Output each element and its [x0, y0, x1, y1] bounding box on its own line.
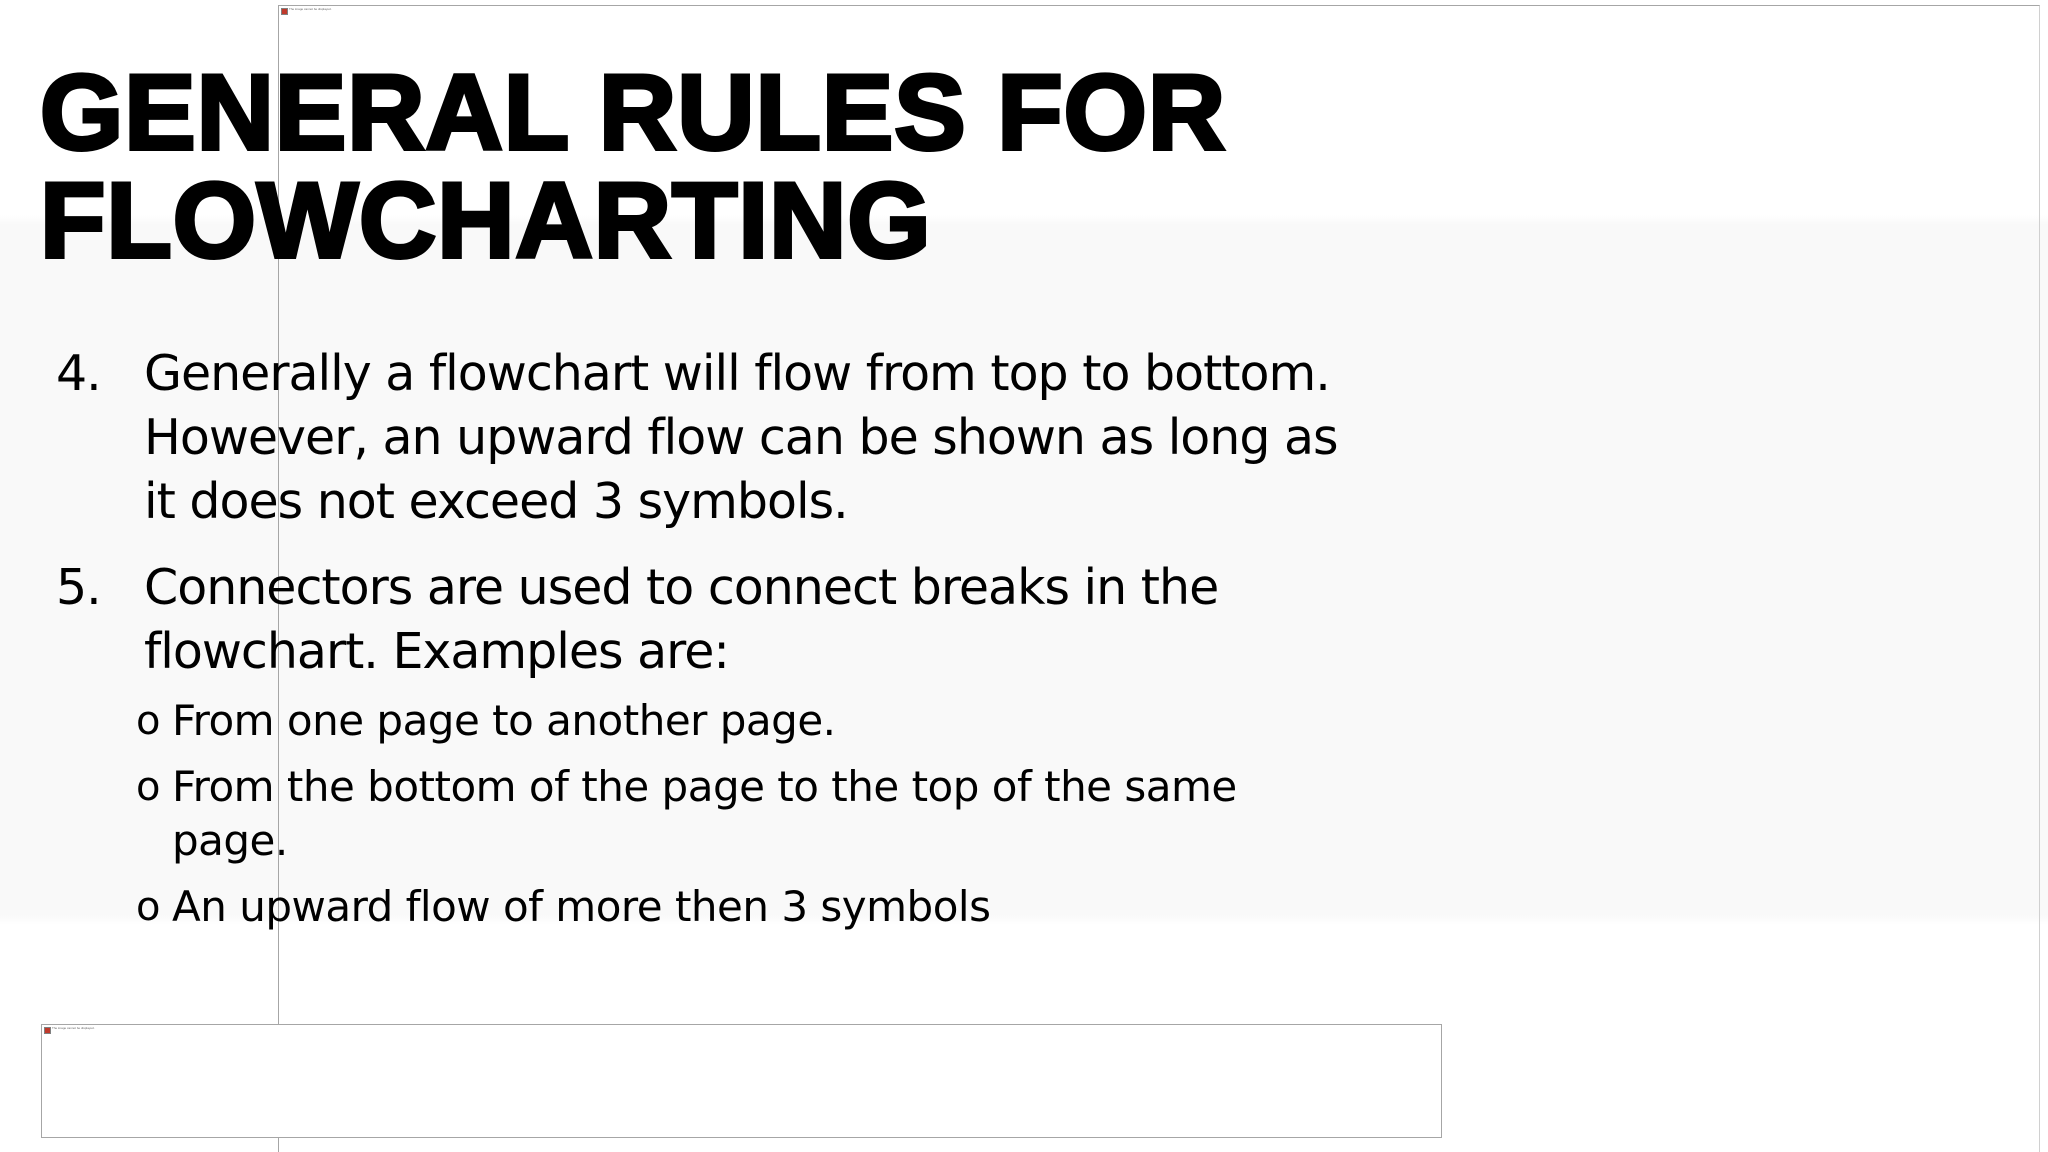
- connector-examples-list: [56, 694, 1356, 934]
- list-item-5: [56, 556, 1356, 684]
- list-item-text: Connectors are used to connect breaks in the flowchart. Examples are:: [144, 559, 1219, 680]
- image-placeholder-caption: The image cannot be displayed.: [52, 1026, 95, 1030]
- list-item-4: [56, 342, 1356, 534]
- circle-bullet-icon: o: [136, 884, 160, 930]
- sublist-item: [136, 694, 1356, 748]
- circle-bullet-icon: o: [136, 764, 160, 810]
- rules-list: [56, 342, 1356, 946]
- sublist-item: [136, 760, 1356, 868]
- title-line-2: FLOWCHARTING: [40, 160, 932, 280]
- circle-bullet-icon: o: [136, 698, 160, 744]
- sublist-item-text: From one page to another page.: [172, 696, 836, 745]
- broken-image-icon: [44, 1027, 51, 1034]
- sublist-item-text: An upward flow of more then 3 symbols: [172, 882, 991, 931]
- slide-title: [40, 52, 1227, 280]
- list-item-number: 5.: [56, 559, 101, 616]
- broken-image-icon: [281, 8, 288, 15]
- list-item-number: 4.: [56, 345, 101, 402]
- list-item-text: Generally a flowchart will flow from top to bottom. However, an upward flow can be shown as long as it does not exceed 3 symbols.: [144, 345, 1338, 530]
- sublist-item: [136, 880, 1356, 934]
- image-placeholder-caption: The image cannot be displayed.: [289, 7, 332, 11]
- image-placeholder-frame-bottom: [41, 1024, 1442, 1138]
- title-line-1: GENERAL RULES FOR: [40, 52, 1227, 172]
- sublist-item-text: From the bottom of the page to the top of the same page.: [172, 762, 1237, 865]
